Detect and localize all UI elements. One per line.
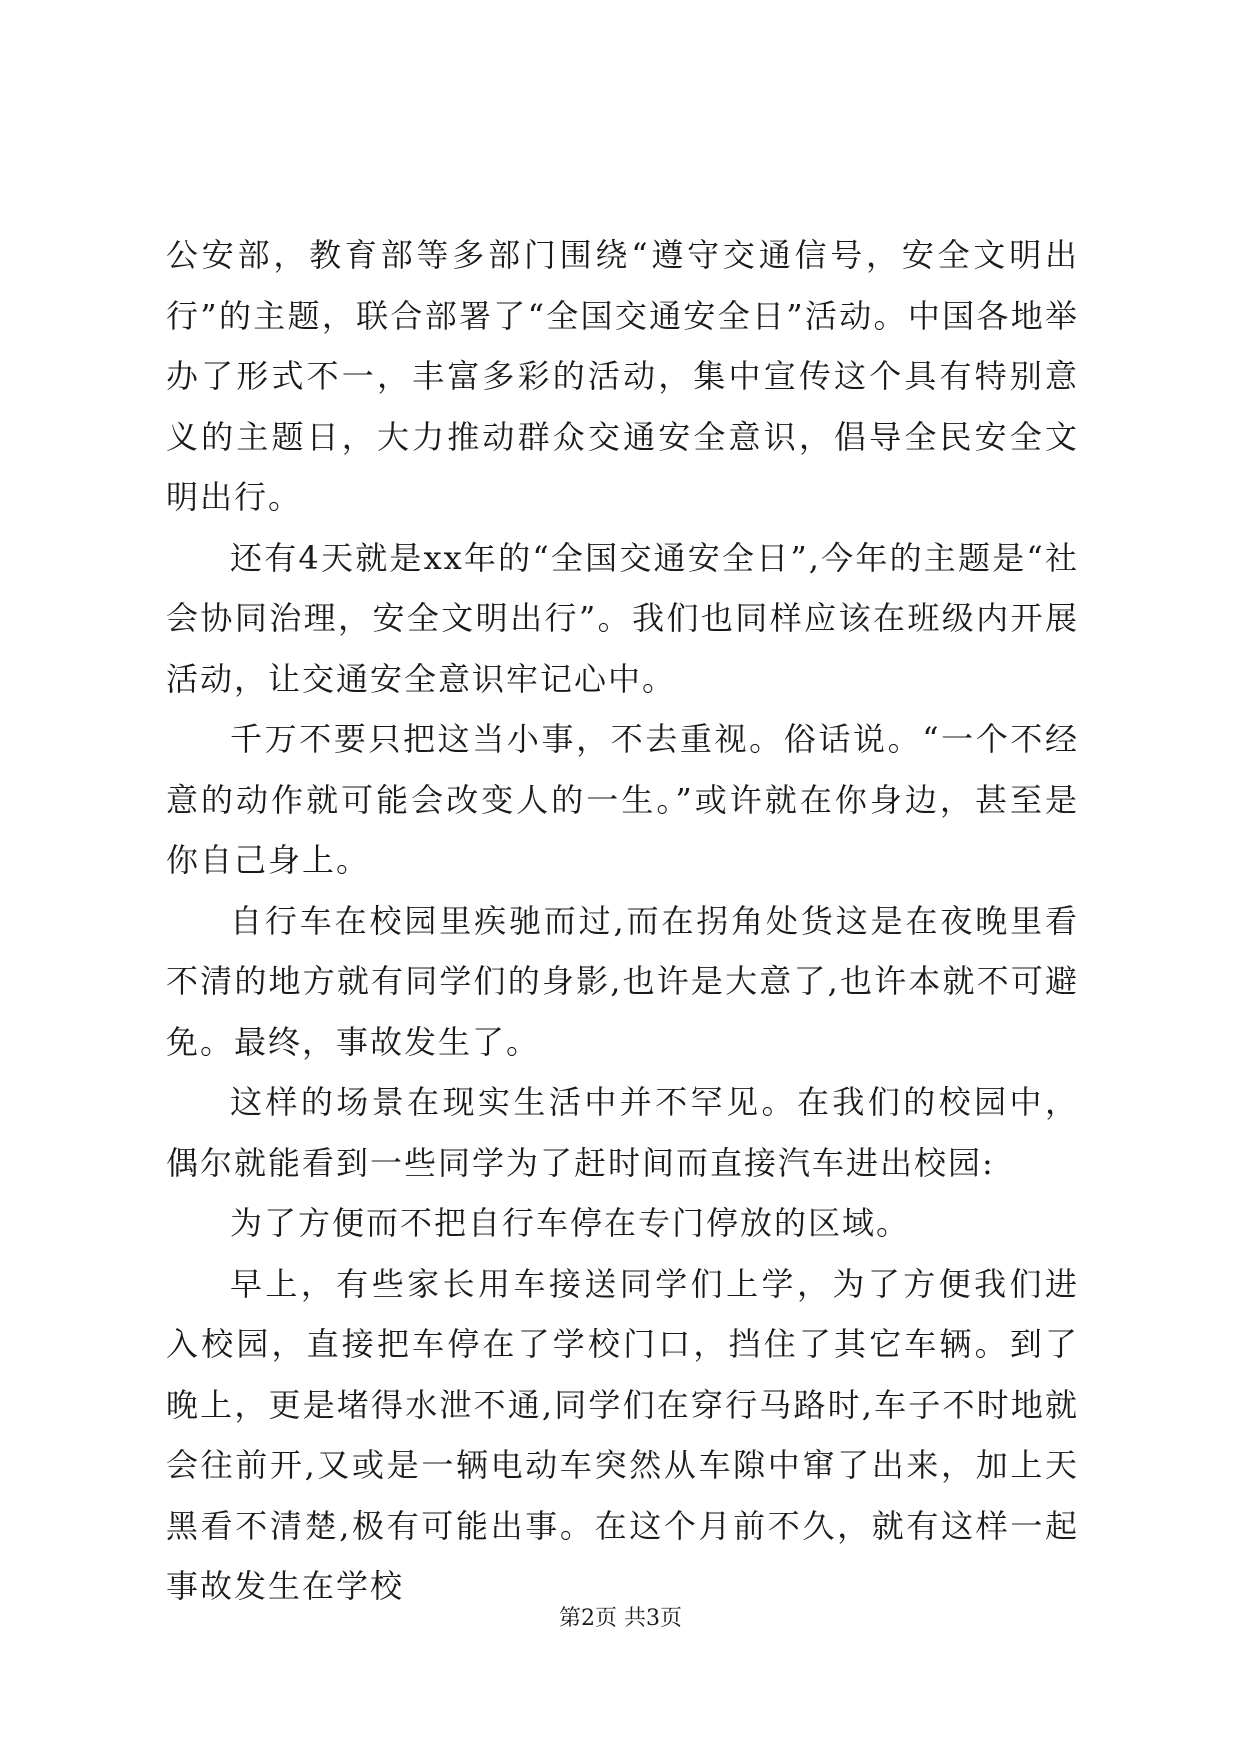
paragraph-7: 早上，有些家长用车接送同学们上学，为了方便我们进入校园，直接把车停在了学校门口，挡住了其它车辆。到了晚上，更是堵得水泄不通,同学们在穿行马路时,车子不时地就会往前开,又或是一辆电动车突然从车隙中窜了出来，加上天黑看不清楚,极有可能出事。在这个月前不久，就有这样一起事故发生在学校 xyxy=(166,1264,1079,1605)
paragraph-3: 千万不要只把这当小事，不去重视。俗话说。“一个不经意的动作就可能会改变人的一生。”或许就在你身边，甚至是你自己身上。 xyxy=(166,720,1079,879)
paragraph-6: 为了方便而不把自行车停在专门停放的区域。 xyxy=(230,1204,911,1242)
paragraph-4: 自行车在校园里疾驰而过,而在拐角处货这是在夜晚里看不清的地方就有同学们的身影,也许是大意了,也许本就不可避免。最终，事故发生了。 xyxy=(166,901,1079,1061)
paragraph-1: 公安部，教育部等多部门围绕“遵守交通信号，安全文明出行”的主题，联合部署了“全国交通安全日”活动。中国各地举办了形式不一，丰富多彩的活动，集中宣传这个具有特别意义的主题日，大力推动群众交通安全意识，倡导全民安全文明出行。 xyxy=(166,236,1079,516)
page-footer xyxy=(0,1604,1241,1634)
paragraph-5: 这样的场景在现实生活中并不罕见。在我们的校园中，偶尔就能看到一些同学为了赶时间而直接汽车进出校园: xyxy=(166,1083,1079,1182)
page-number-label: 第2页 共3页 xyxy=(559,1606,682,1631)
paragraph-2: 还有4天就是xx年的“全国交通安全日”,今年的主题是“社会协同治理，安全文明出行”。我们也同样应该在班级内开展活动，让交通安全意识牢记心中。 xyxy=(166,538,1079,698)
document-body xyxy=(166,225,1079,1617)
